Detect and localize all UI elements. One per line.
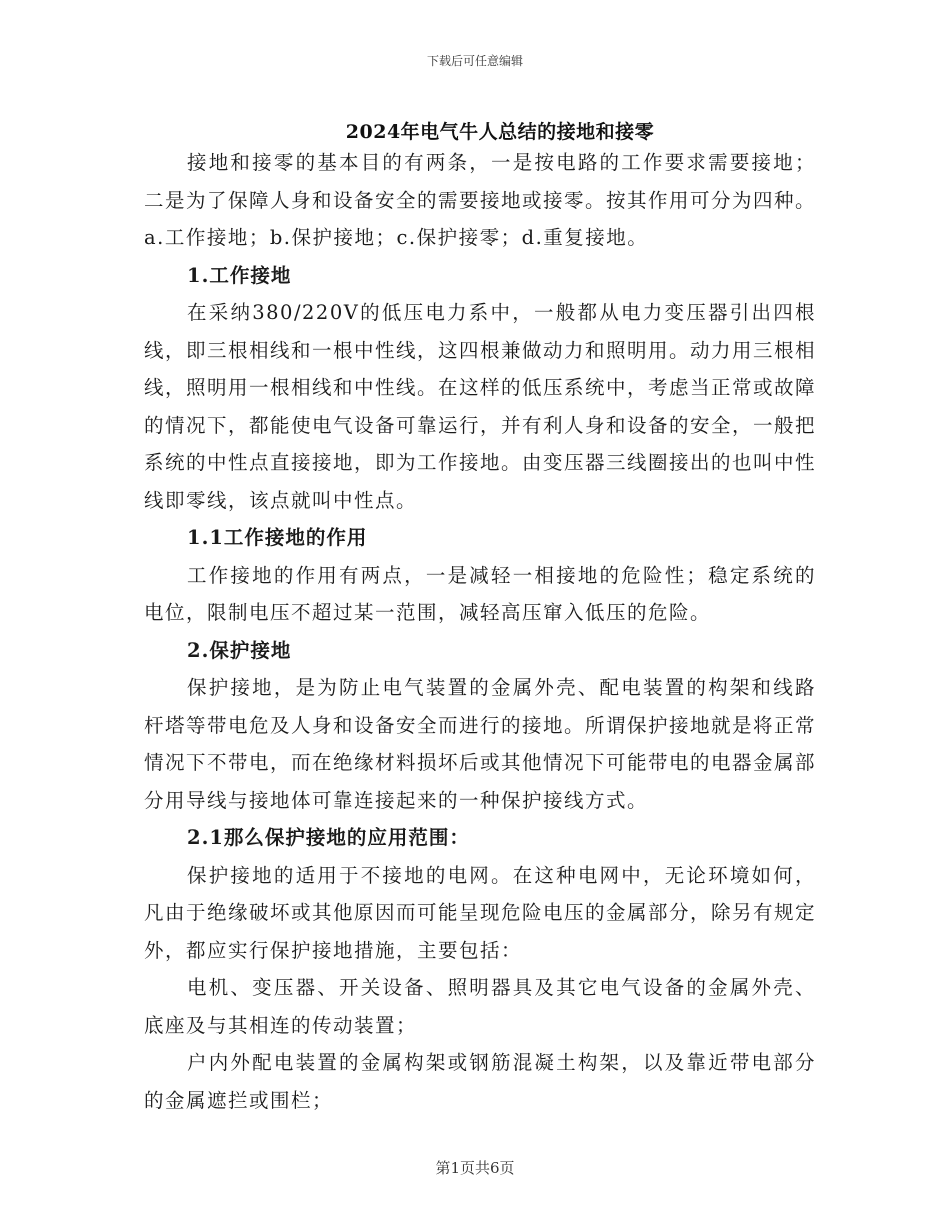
section-heading-protective-grounding: 2.保护接地 <box>187 638 292 662</box>
subsection-heading-work-grounding-function: 1.1工作接地的作用 <box>187 526 368 549</box>
paragraph-protective-grounding-scope: 保护接地的适用于不接地的电网。在这种电网中，无论环境如何，凡由于绝缘破坏或其他原因而可能呈现危险电压的金属部分，除另有规定外，都应实行保护接地措施，主要包括： <box>144 863 817 962</box>
section-heading-work-grounding: 1.工作接地 <box>187 263 292 287</box>
document-title: 2024年电气牛人总结的接地和接零 <box>345 121 655 143</box>
paragraph-protective-grounding: 保护接地，是为防止电气装置的金属外壳、配电装置的构架和线路杆塔等带电危及人身和设备安全而进行的接地。所谓保护接地就是将正常情况下不带电，而在绝缘材料损坏后或其他情况下可能带电的电器金属部分用导线与接地体可靠连接起来的一种保护接线方式。 <box>144 676 817 812</box>
paragraph-work-grounding: 在采纳380/220V的低压电力系中，一般都从电力变压器引出四根线，即三根相线和一根中性线，这四根兼做动力和照明用。动力用三根相线，照明用一根相线和中性线。在这样的低压系统中，考虑当正常或故障的情况下，都能使电气设备可靠运行，并有利人身和设备的安全，一般把系统的中性点直接接地，即为工作接地。由变压器三线圈接出的也叫中性线即零线，该点就叫中性点。 <box>144 301 817 512</box>
page-header-note: 下载后可任意编辑 <box>426 54 523 68</box>
page-number: 第1页共6页 <box>435 1159 515 1177</box>
paragraph-work-grounding-function: 工作接地的作用有两点，一是减轻一相接地的危险性；稳定系统的电位，限制电压不超过某一范围，减轻高压窜入低压的危险。 <box>144 563 816 624</box>
document-body <box>144 144 816 1119</box>
paragraph-list-item-switchgear: 户内外配电装置的金属构架或钢筋混凝土构架，以及靠近带电部分的金属遮拦或围栏； <box>144 1051 816 1112</box>
subsection-heading-protective-grounding-scope: 2.1那么保护接地的应用范围： <box>187 826 470 849</box>
paragraph-intro: 接地和接零的基本目的有两条，一是按电路的工作要求需要接地；二是为了保障人身和设备安全的需要接地或接零。按其作用可分为四种。a.工作接地；b.保护接地；c.保护接零；d.重复接地。 <box>144 151 817 249</box>
paragraph-list-item-motors: 电机、变压器、开关设备、照明器具及其它电气设备的金属外壳、底座及与其相连的传动装置； <box>144 976 816 1037</box>
